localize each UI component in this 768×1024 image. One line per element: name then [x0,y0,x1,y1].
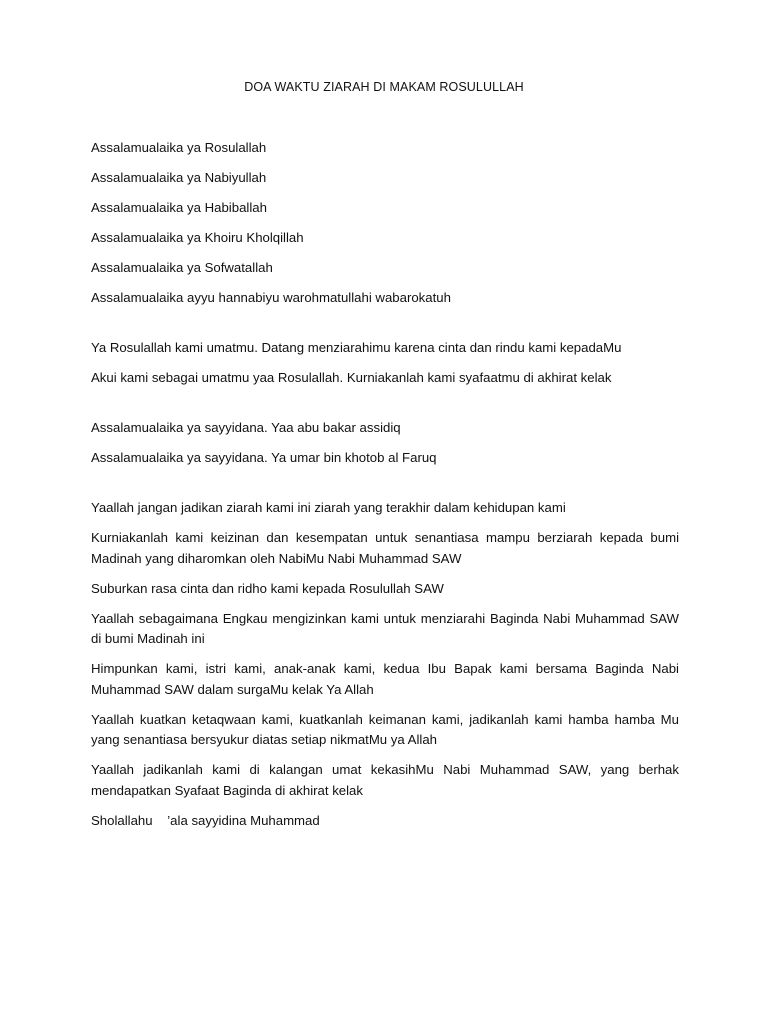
doa-section [91,498,679,831]
salam-line: Assalamualaika ya Nabiyullah [91,170,267,185]
salam-line: Assalamualaika ayyu hannabiyu warohmatullahi wabarokatuh [91,290,451,305]
document-title: DOA WAKTU ZIARAH DI MAKAM ROSULULLAH [244,80,524,94]
closing-line: Sholallahu ’ala sayyidina Muhammad [91,812,320,828]
sahabat-line: Assalamualaika ya sayyidana. Yaa abu bakar assidiq [91,420,401,435]
section-spacer [91,478,679,498]
doa-paragraph: Yaallah sebagaimana Engkau mengizinkan kami untuk menziarahi Baginda Nabi Muhammad SAW di bumi Madinah ini [91,610,679,646]
doa-paragraph: Yaallah kuatkan ketaqwaan kami, kuatkanlah keimanan kami, jadikanlah kami hamba hamba Mu yang senantiasa bersyukur diatas setiap nikmatMu ya Allah [91,711,679,747]
doa-paragraph: Suburkan rasa cinta dan ridho kami kepada Rosulullah SAW [91,580,444,596]
salam-line: Assalamualaika ya Sofwatallah [91,260,273,275]
doa-paragraph: Yaallah jangan jadikan ziarah kami ini ziarah yang terakhir dalam kehidupan kami [91,500,566,515]
pengakuan-line: Akui kami sebagai umatmu yaa Rosulallah. Kurniakanlah kami syafaatmu di akhirat kelak [91,370,612,385]
salam-section [91,138,679,309]
document-body [91,138,679,841]
sahabat-line: Assalamualaika ya sayyidana. Ya umar bin khotob al Faruq [91,450,437,465]
salam-line: Assalamualaika ya Khoiru Kholqillah [91,230,304,245]
salam-line: Assalamualaika ya Habiballah [91,200,267,215]
doa-paragraph: Himpunkan kami, istri kami, anak-anak kami, kedua Ibu Bapak kami bersama Baginda Nabi Muhammad SAW dalam surgaMu kelak Ya Allah [91,661,679,697]
section-spacer [91,398,679,418]
doa-paragraph: Kurniakanlah kami keizinan dan kesempatan untuk senantiasa mampu berziarah kepada bumi Madinah yang diharomkan oleh NabiMu Nabi Muhammad SAW [91,530,679,566]
section-spacer [91,318,679,338]
doa-paragraph: Yaallah jadikanlah kami di kalangan umat kekasihMu Nabi Muhammad SAW, yang berhak mendapatkan Syafaat Baginda di akhirat kelak [91,762,679,798]
salam-line: Assalamualaika ya Rosulallah [91,140,267,155]
pengakuan-line: Ya Rosulallah kami umatmu. Datang menziarahimu karena cinta dan rindu kami kepadaMu [91,340,622,355]
pengakuan-section [91,338,679,389]
sahabat-section [91,418,679,469]
